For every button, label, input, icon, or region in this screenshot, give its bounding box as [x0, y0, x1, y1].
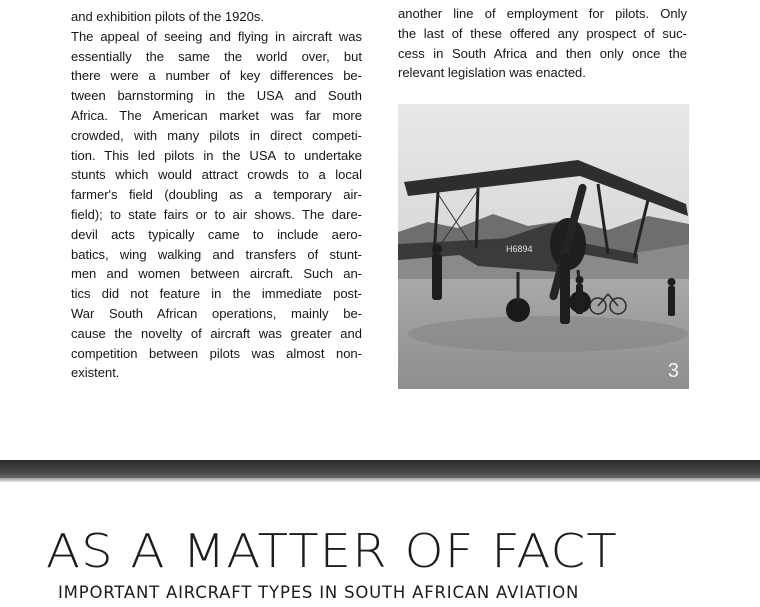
- text-line: the last of these offered any prospect of suc-: [398, 25, 687, 41]
- biplane-photo: [398, 104, 689, 389]
- text-line: War South African operations, mainly be-: [71, 305, 362, 321]
- text-line: Africa. The American market was far more: [71, 107, 362, 123]
- text-line: tion. This led pilots in the USA to undertake: [71, 147, 362, 163]
- text-line: batics, wing walking and transfers of stunt-: [71, 246, 362, 262]
- text-line: field); to state fairs or to air shows. The dare-: [71, 206, 362, 222]
- text-line: competition between pilots was almost non-: [71, 345, 362, 361]
- text-line: existent.: [71, 365, 120, 381]
- left-text-column: [71, 7, 362, 383]
- text-line: men and women between aircraft. Such an-: [71, 266, 362, 282]
- text-line: cause the novelty of aircraft was greater and: [71, 325, 362, 341]
- photo-number: 3: [667, 360, 679, 382]
- text-line: another line of employment for pilots. Only: [398, 6, 687, 21]
- text-line: The appeal of seeing and flying in aircraft was: [71, 28, 362, 44]
- text-line: farmer's field (doubling as a temporary air-: [71, 187, 362, 203]
- biplane-illustration: [398, 104, 689, 389]
- text-line: tween barnstorming in the USA and South: [71, 88, 362, 104]
- page-divider: [0, 460, 760, 482]
- text-line: tics did not feature in the immediate post-: [71, 286, 362, 302]
- right-text-column: [398, 4, 687, 83]
- section-subtitle: IMPORTANT AIRCRAFT TYPES IN SOUTH AFRICAN AVIATION: [58, 583, 580, 602]
- text-line: devil acts typically came to include aero-: [71, 226, 362, 242]
- aircraft-registration: H6894: [506, 244, 533, 254]
- text-line: cess in South Africa and then only once the: [398, 45, 687, 61]
- text-line: essentially the same the world over, but: [71, 48, 362, 64]
- text-line: stunts which would attract crowds to a local: [71, 167, 362, 183]
- text-line: and exhibition pilots of the 1920s.: [71, 9, 264, 24]
- text-line: there were a number of key differences be-: [71, 68, 362, 84]
- text-line: relevant legislation was enacted.: [398, 65, 586, 81]
- text-line: crowded, with many pilots in direct competi-: [71, 127, 362, 143]
- section-title: AS A MATTER OF FACT: [46, 524, 618, 578]
